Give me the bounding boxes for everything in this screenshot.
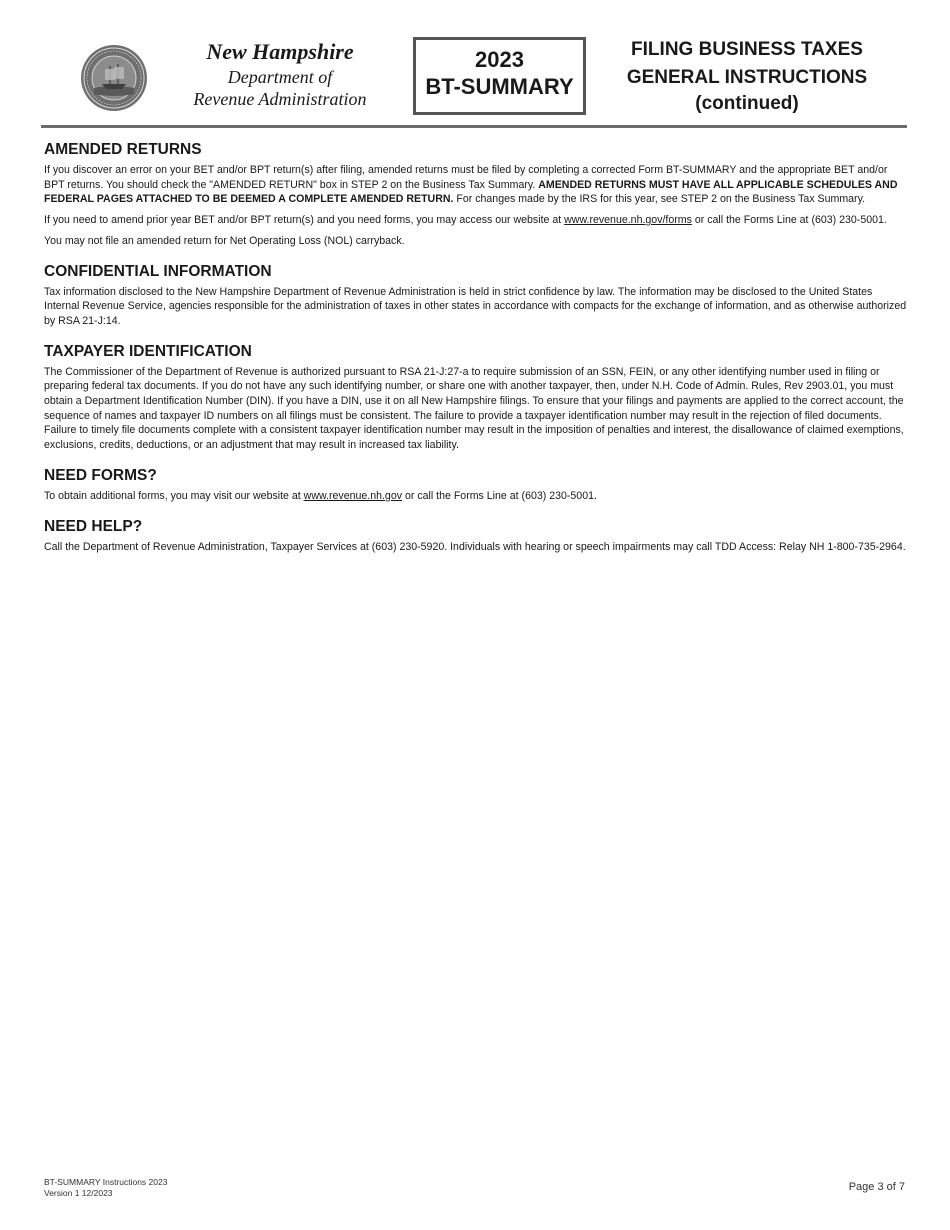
paragraph	[44, 213, 908, 228]
section-heading: NEED FORMS?	[44, 466, 157, 484]
state-seal-logo	[80, 44, 148, 112]
paragraph: You may not file an amended return for Net Operating Loss (NOL) carryback.	[44, 234, 405, 247]
section-heading: CONFIDENTIAL INFORMATION	[44, 262, 272, 280]
paragraph-text: If you discover an error on your BET and/or BPT return(s) after filing, amended returns must be filed by completing a corrected Form BT-SUMMARY and the appropriate BET and/or BPT returns. You should check the "AMENDED RETURN" box in STEP 2 on the Business Tax Summary.	[44, 164, 888, 191]
section-heading: AMENDED RETURNS	[44, 141, 202, 158]
form-name: BT-SUMMARY	[425, 74, 574, 99]
paragraph: Call the Department of Revenue Administration, Taxpayer Services at (603) 230-5920. Individuals with hearing or speech impairments may call TDD Access: Relay NH 1-800-735-2964.	[44, 540, 906, 553]
page-title	[596, 36, 898, 116]
paragraph-text: For changes made by the IRS for this year, see STEP 2 on the Business Tax Summary.	[453, 193, 866, 206]
page-number: Page 3 of 7	[848, 1181, 905, 1193]
paragraph-text: or call the Forms Line at (603) 230-5001.	[402, 489, 597, 502]
header-divider	[41, 125, 907, 128]
state-name: New Hampshire	[206, 39, 354, 64]
instructions-body	[44, 140, 908, 567]
forms-website-link[interactable]: www.revenue.nh.gov/forms	[564, 214, 692, 227]
paragraph	[44, 489, 908, 504]
paragraph: Tax information disclosed to the New Hampshire Department of Revenue Administration is held in strict confidence by law. The information may be disclosed to the United States Internal Revenue Service, agencies responsible for the administration of taxes in other states in accordance with compacts for the exchange of information, and as otherwise authorized by RSA 21-J:14.	[44, 285, 907, 327]
section-heading: TAXPAYER IDENTIFICATION	[44, 342, 252, 360]
paragraph: The Commissioner of the Department of Revenue is authorized pursuant to RSA 21-J:27-a to require submission of an SSN, FEIN, or any other identifying number used in filing or preparing federal tax documents. If you do not have any such identifying number, or share one with another taxpayer, then, under N.H. Code of Admin. Rules, Rev 2903.01, you must obtain a Department Identification Number (DIN). If you have a DIN, use it on all New Hampshire filings. To ensure that your filings and payments are applied to the correct account, the sequence of names and taxpayer ID numbers on all filings must be consistent. The failure to provide a taxpayer identification number may result in the rejection of filed documents. Failure to timely file documents complete with a consistent taxpayer identification number may result in the imposition of penalties and interest, the disallowance of claimed exemptions, exclusions, credits, deductions, or an adjustment that may result in increased tax liability.	[44, 365, 904, 452]
department-line-1: Department of	[227, 67, 333, 87]
title-line-1: FILING BUSINESS TAXES	[631, 39, 863, 60]
paragraph-text: To obtain additional forms, you may visit our website at	[44, 489, 304, 502]
section-heading: NEED HELP?	[44, 517, 143, 535]
title-line-3: (continued)	[695, 93, 799, 114]
agency-name	[160, 38, 400, 110]
footer-version: Version 1 12/2023	[44, 1188, 113, 1198]
section-amended-returns	[44, 140, 908, 249]
paragraph-bold-text: AMENDED RETURNS MUST HAVE ALL APPLICABLE SCHEDULES AND FEDERAL PAGES ATTACHED TO BE DEEMED A COMPLETE AMENDED RETURN.	[44, 178, 898, 206]
section-need-forms	[44, 466, 908, 504]
form-year: 2023	[475, 47, 524, 72]
paragraph-text: If you need to amend prior year BET and/or BPT return(s) and you need forms, you may access our website at	[44, 214, 565, 227]
paragraph	[44, 163, 908, 207]
website-link[interactable]: www.revenue.nh.gov	[303, 489, 403, 502]
form-id-box	[413, 37, 586, 115]
title-line-2: GENERAL INSTRUCTIONS	[626, 67, 868, 88]
department-line-2: Revenue Administration	[193, 89, 367, 109]
footer-doc-name: BT-SUMMARY Instructions 2023	[44, 1177, 168, 1187]
section-taxpayer-identification	[44, 342, 908, 453]
section-confidential-information	[44, 262, 908, 329]
paragraph-text: or call the Forms Line at (603) 230-5001.	[691, 214, 887, 227]
section-need-help	[44, 517, 908, 555]
footer-document-info	[44, 1177, 167, 1199]
